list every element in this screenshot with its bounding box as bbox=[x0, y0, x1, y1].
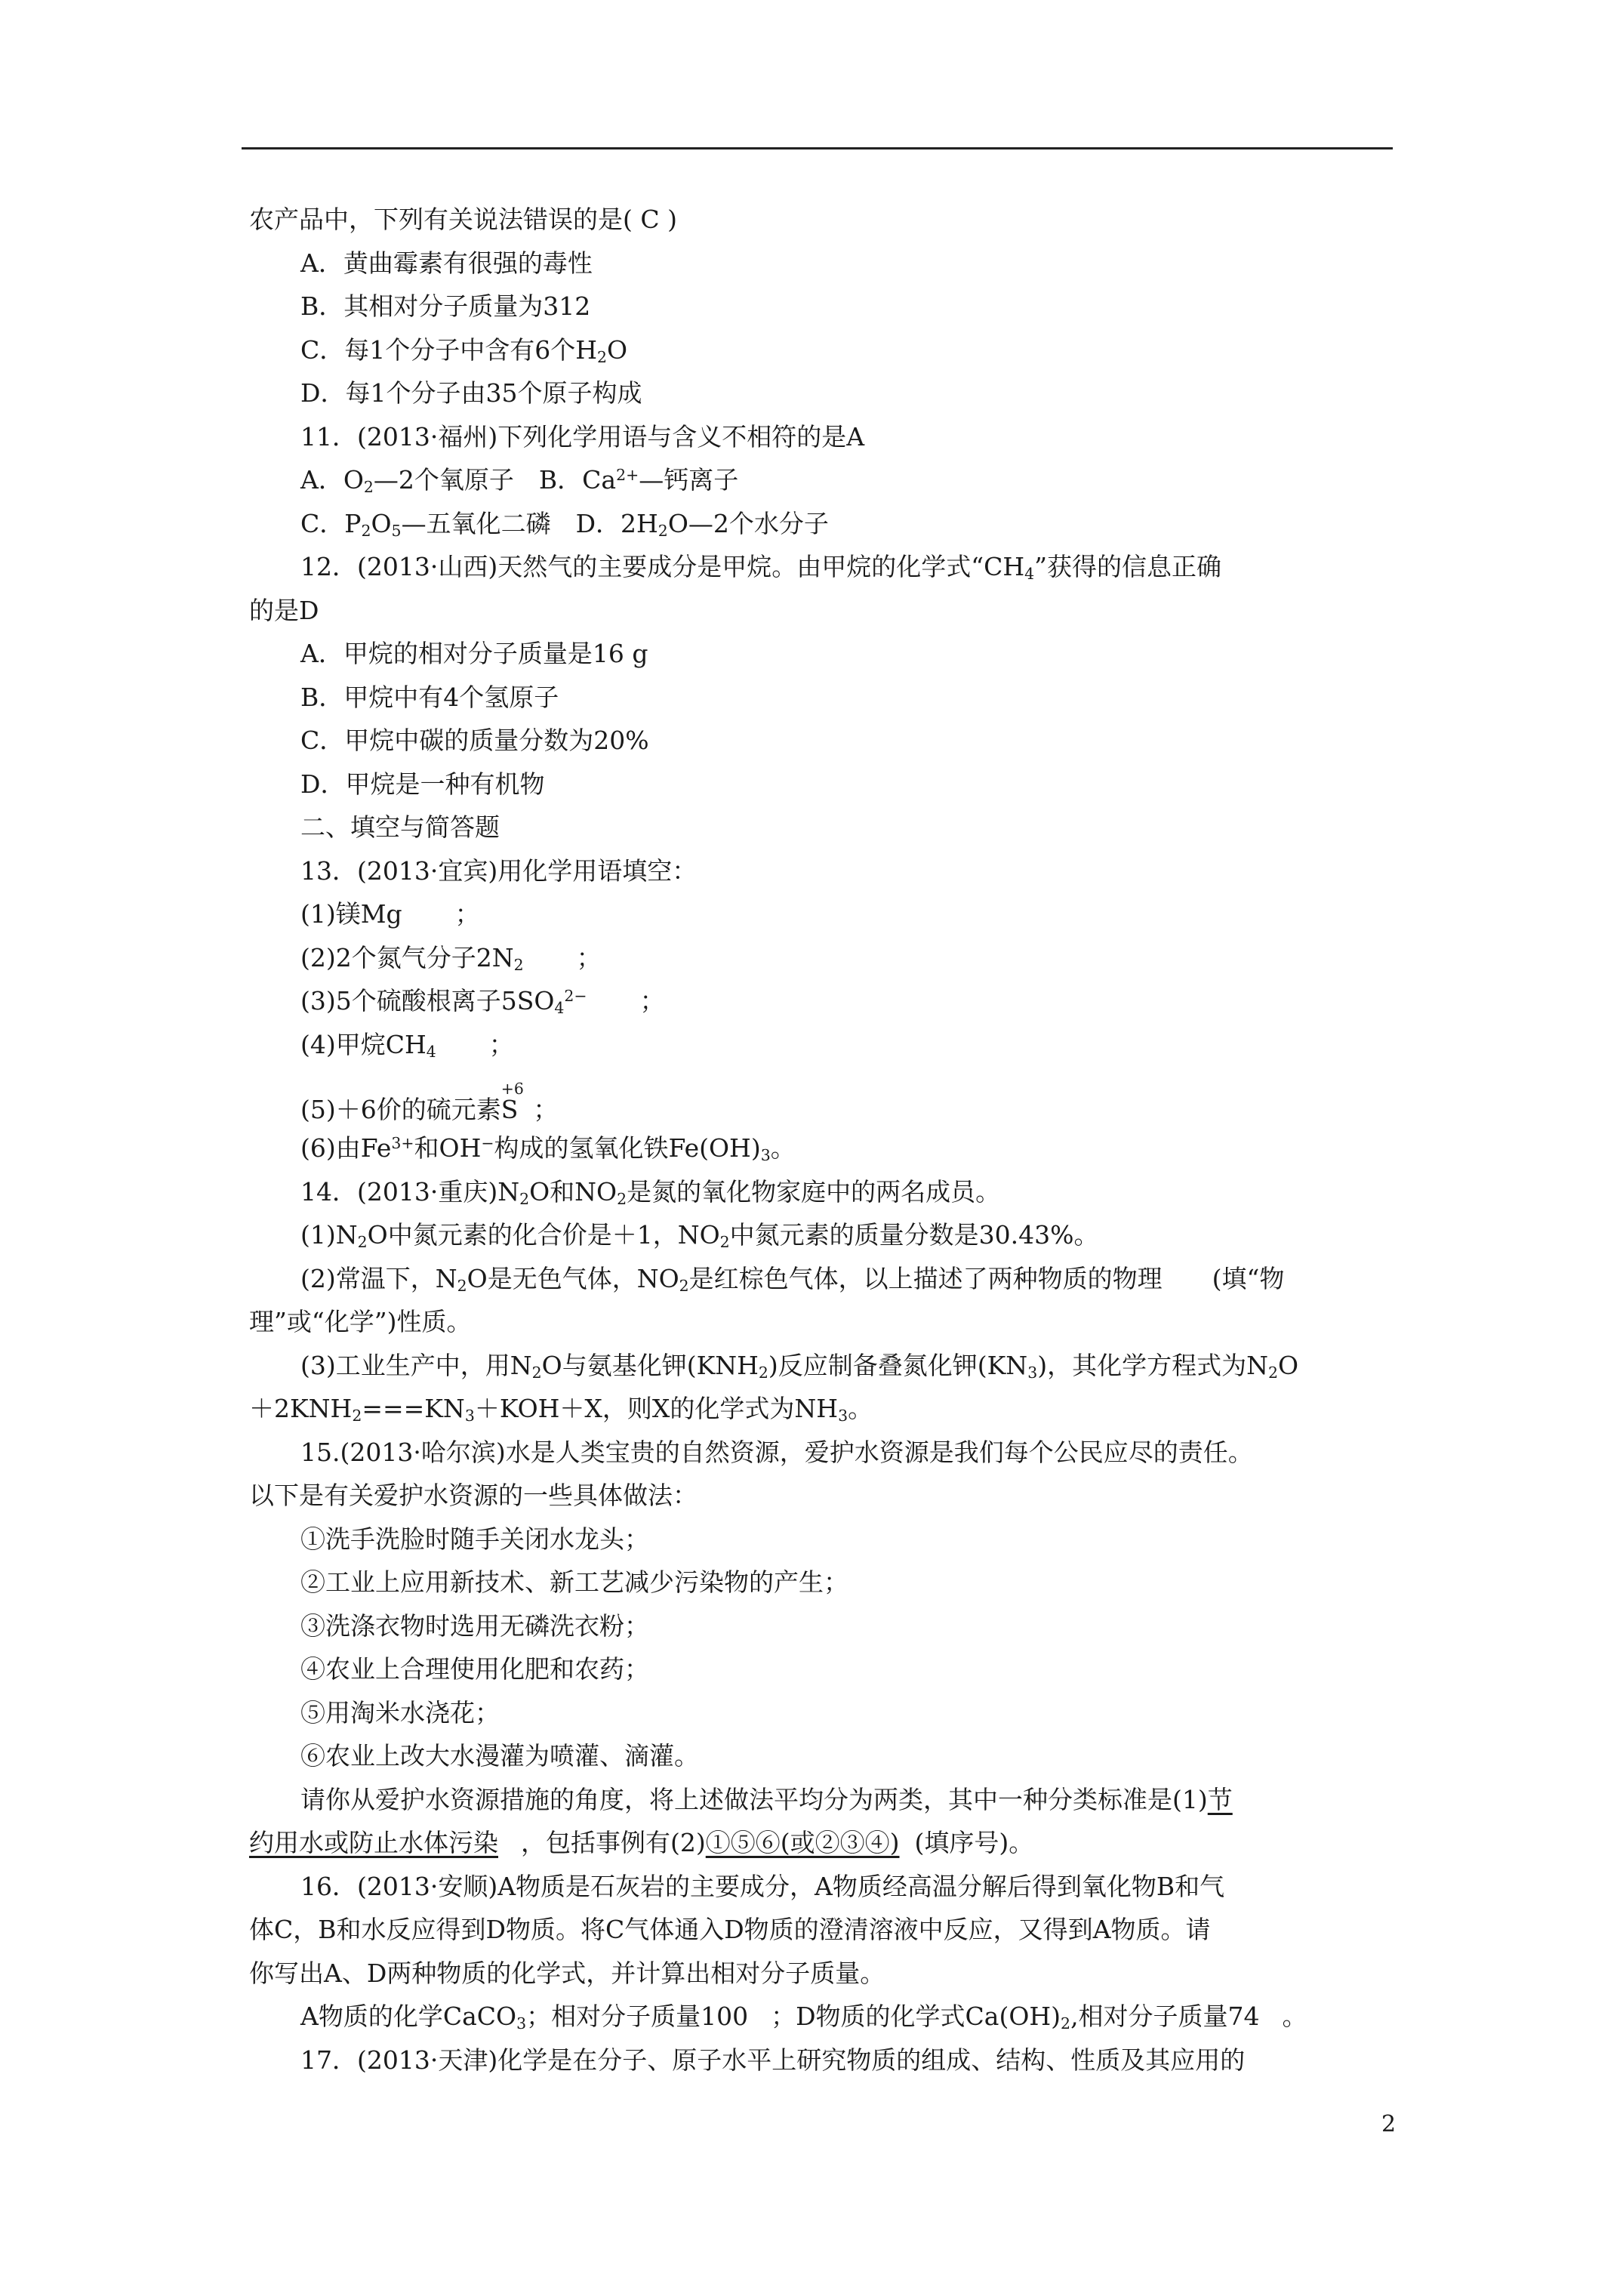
option-a: A．黄曲霉素有很强的毒性 bbox=[300, 248, 593, 278]
question-16-cont: 你写出A、D两种物质的化学式，并计算出相对分子质量。 bbox=[249, 1958, 885, 1988]
question-14: 14．(2013·重庆)$N_2O$和$NO_2$是氮的氧化物家庭中的两名成员。 bbox=[300, 1176, 1001, 1208]
question-11: 11．(2013·福州)下列化学用语与含义不相符的是A bbox=[300, 421, 865, 451]
question-11-options-cd: C．$P_2O_5—$五氧化二磷 D．$2H_2O—2$个水分子 bbox=[300, 508, 829, 540]
list-item: ①洗手洗脸时随手关闭水龙头； bbox=[300, 1524, 649, 1554]
question-17: 17．(2013·天津)化学是在分子、原子水平上研究物质的组成、结构、性质及其应用的 bbox=[300, 2045, 1246, 2075]
option-c: C．甲烷中碳的质量分数为20% bbox=[300, 726, 649, 755]
question-16: 16．(2013·安顺)A物质是石灰岩的主要成分，A物质经高温分解后得到氧化物B和气 bbox=[300, 1871, 1225, 1901]
list-item: ④农业上合理使用化肥和农药； bbox=[300, 1654, 649, 1684]
question-15-cont: 以下是有关爱护水资源的一些具体做法： bbox=[249, 1481, 698, 1510]
list-item: ⑥农业上改大水漫灌为喷灌、滴灌。 bbox=[300, 1741, 699, 1771]
option-b: B．甲烷中有4个氢原子 bbox=[300, 682, 559, 712]
section-heading: 二、填空与简答题 bbox=[300, 812, 500, 842]
text-line: 农产品中，下列有关说法错误的是( C ) bbox=[249, 205, 677, 234]
answer-line: $+2KNH_2===KN_3+KOH+X$，则X的化学式为$NH_3$。 bbox=[249, 1394, 873, 1425]
answer-line: A物质的化学CaCO$_3$；相对分子质量100 ；D物质的化学式$Ca(OH)_2$,相对分子质量74 。 bbox=[300, 2002, 1307, 2033]
answer-line: (3)5个硫酸根离子$5SO_4^{2-}$ ； bbox=[300, 986, 665, 1018]
option-d: D．甲烷是一种有机物 bbox=[300, 769, 545, 799]
answer-line: (2)2个氮气分子$2N_2$ ； bbox=[300, 942, 602, 974]
answer-line: 请你从爱护水资源措施的角度，将上述做法平均分为两类，其中一种分类标准是(1)节 bbox=[300, 1784, 1233, 1814]
list-item: ③洗涤衣物时选用无磷洗衣粉； bbox=[300, 1610, 649, 1641]
document-body bbox=[249, 198, 1397, 2082]
answer-line: $(1)N_2O$中氮元素的化合价是＋1，$NO_2$中氮元素的质量分数是30.43%。 bbox=[300, 1220, 1099, 1252]
question-12-cont: 的是D bbox=[249, 595, 319, 625]
question-12: 12．(2013·山西)天然气的主要成分是甲烷。由甲烷的化学式“$CH_4$”获得的信息正确 bbox=[300, 552, 1222, 584]
list-item: ②工业上应用新技术、新工艺减少污染物的产生； bbox=[300, 1567, 848, 1597]
answer-line: (3)工业生产中，用$N_2O$与氨基化钾$(KNH_2)$反应制备叠氮化钾$(KN_3)$，其化学方程式为$N_2O$ bbox=[300, 1350, 1299, 1382]
answer-line: (1)镁Mg ； bbox=[300, 899, 480, 929]
oxidation-state: +6 S bbox=[500, 1080, 524, 1124]
option-c: C．每1个分子中含有6个$H_2O$ bbox=[300, 334, 628, 366]
list-item: ⑤用淘米水浇花； bbox=[300, 1697, 500, 1727]
option-d: D．每1个分子由35个原子构成 bbox=[300, 378, 642, 408]
answer-line: 约用水或防止水体污染 ，包括事例有(2)①⑤⑥(或②③④) (填序号)。 bbox=[249, 1828, 1034, 1857]
question-11-options-ab: A．$O_2—2$个氧原子 B．$Ca^{2+}—$钙离子 bbox=[300, 465, 739, 497]
answer-line: 理”或“化学”)性质。 bbox=[249, 1307, 472, 1336]
option-a: A．甲烷的相对分子质量是16 g bbox=[300, 639, 648, 668]
header-rule bbox=[242, 147, 1393, 149]
answer-line: (5)＋6价的硫元素 +6 S ； bbox=[249, 1066, 1397, 1126]
question-15: 15.(2013·哈尔滨)水是人类宝贵的自然资源，爱护水资源是我们每个公民应尽的责任。 bbox=[300, 1437, 1253, 1467]
question-13: 13．(2013·宜宾)用化学用语填空： bbox=[300, 855, 698, 886]
answer-line: (2)常温下，$N_2O$是无色气体，$NO_2$是红棕色气体，以上描述了两种物质的物理 (填“物 bbox=[300, 1263, 1285, 1295]
page-number: 2 bbox=[1381, 2111, 1397, 2137]
question-16-cont: 体C，B和水反应得到D物质。将C气体通入D物质的澄清溶液中反应，又得到A物质。请 bbox=[249, 1915, 1211, 1944]
option-b: B．其相对分子质量为312 bbox=[300, 291, 591, 321]
answer-line: (6)由$Fe^{3+}$和OH−构成的氢氧化铁$Fe(OH)_3$。 bbox=[300, 1133, 796, 1165]
answer-line: (4)甲烷$CH_4$ ； bbox=[300, 1029, 514, 1061]
